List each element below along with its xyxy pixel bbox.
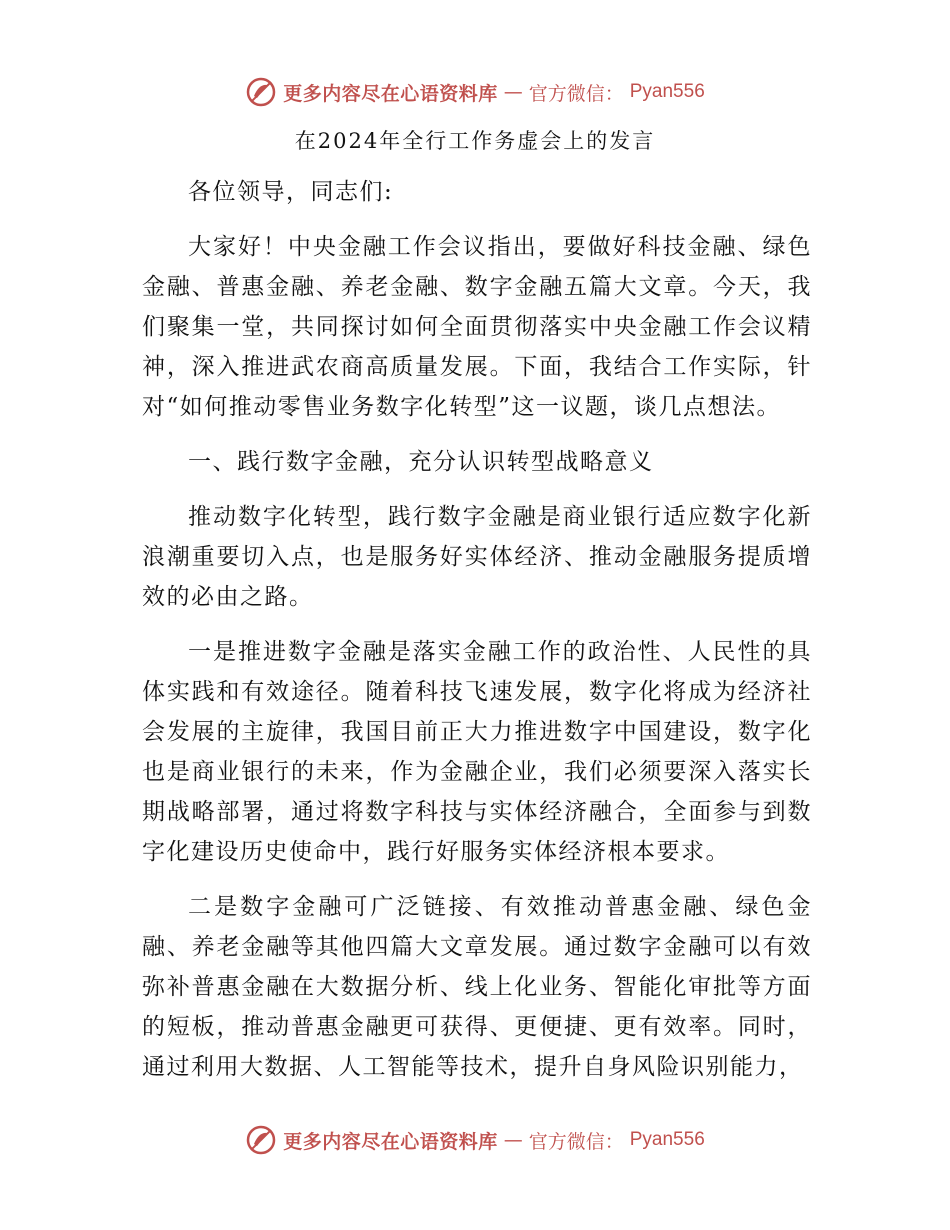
watermark-main-text: 更多内容尽在心语资料库	[283, 82, 498, 105]
paragraph: 推动数字化转型，践行数字金融是商业银行适应数字化新浪潮重要切入点，也是服务好实体经济、推动金融服务提质增效的必由之路。	[142, 504, 812, 610]
section-heading: 一、践行数字金融，充分认识转型战略意义	[188, 449, 654, 475]
watermark-header	[0, 72, 950, 112]
watermark-dash: —	[503, 81, 523, 103]
document-body	[142, 172, 812, 1102]
watermark-wechat-id: Pyan556	[629, 81, 705, 102]
document-title: 在2024年全行工作务虚会上的发言	[294, 129, 656, 153]
paragraph: 一是推进数字金融是落实金融工作的政治性、人民性的具体实践和有效途径。随着科技飞速发展，数字化将成为经济社会发展的主旋律，我国目前正大力推进数字中国建设，数字化也是商业银行的未来，作为金融企业，我们必须要深入落实长期战略部署，通过将数字科技与实体经济融合，全面参与到数字化建设历史使命中，践行好服务实体经济根本要求。	[142, 639, 812, 865]
watermark-main-text: 更多内容尽在心语资料库	[283, 1130, 498, 1153]
paragraph: 大家好！中央金融工作会议指出，要做好科技金融、绿色金融、普惠金融、养老金融、数字金融五篇大文章。今天，我们聚集一堂，共同探讨如何全面贯彻落实中央金融工作会议精神，深入推进武农商高质量发展。下面，我结合工作实际，针对“如何推动零售业务数字化转型”这一议题，谈几点想法。	[142, 234, 812, 420]
watermark-official-label: 官方微信：	[528, 82, 624, 105]
watermark-logo-icon	[245, 1124, 277, 1156]
watermark-logo-icon	[245, 76, 277, 108]
greeting: 各位领导，同志们:	[188, 179, 394, 205]
watermark-wechat-id: Pyan556	[629, 1129, 705, 1150]
watermark-footer	[0, 1120, 950, 1160]
watermark-dash: —	[503, 1129, 523, 1151]
watermark-official-label: 官方微信：	[528, 1130, 624, 1153]
paragraph: 二是数字金融可广泛链接、有效推动普惠金融、绿色金融、养老金融等其他四篇大文章发展。通过数字金融可以有效弥补普惠金融在大数据分析、线上化业务、智能化审批等方面的短板，推动普惠金融更可获得、更便捷、更有效率。同时，通过利用大数据、人工智能等技术，提升自身风险识别能力，	[142, 894, 812, 1080]
